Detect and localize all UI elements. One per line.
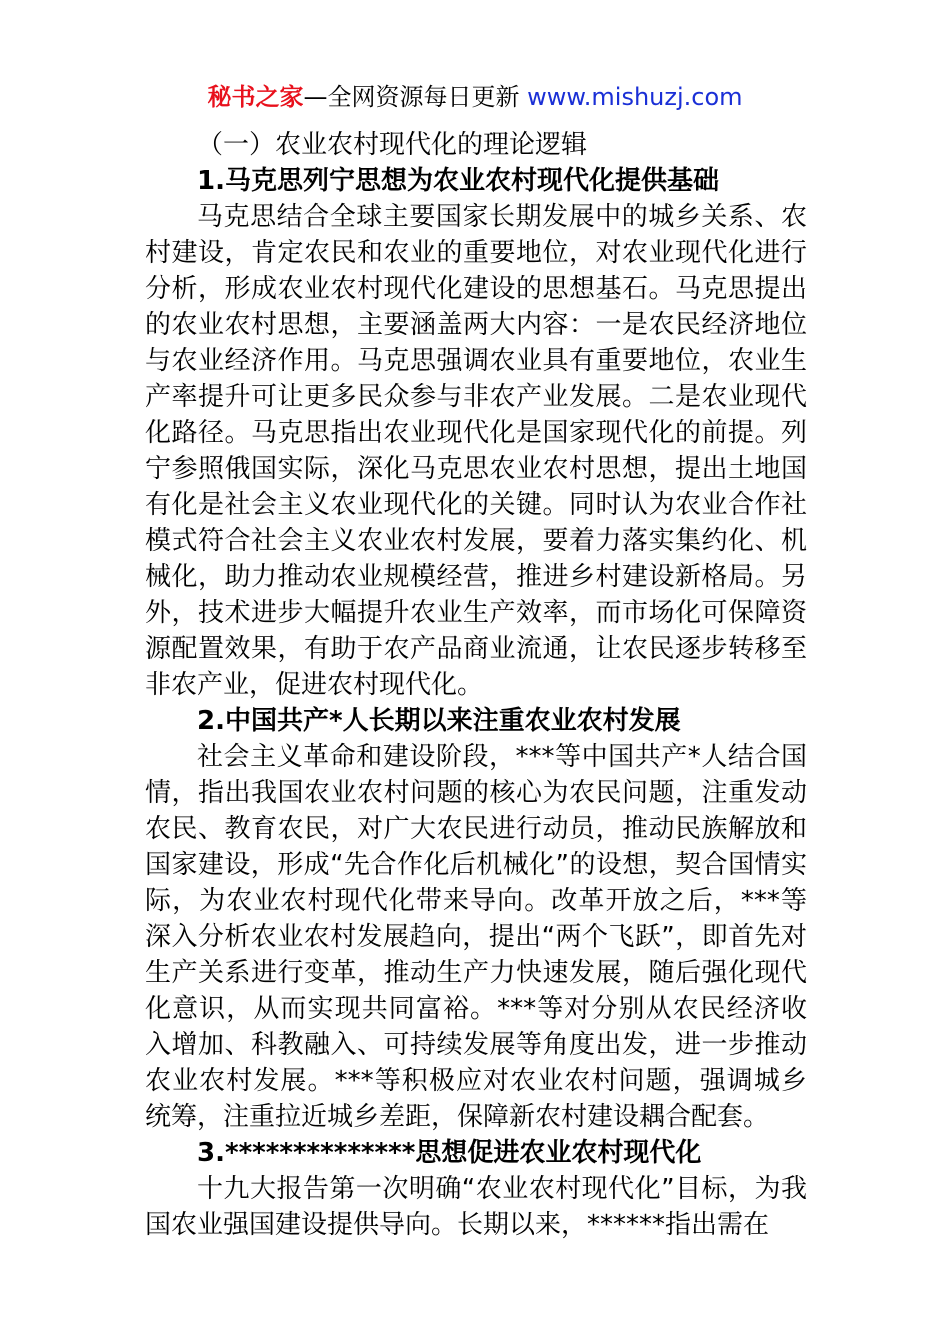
document-body bbox=[145, 127, 807, 1243]
paragraph-1: 马克思结合全球主要国家长期发展中的城乡关系、农村建设，肯定农民和农业的重要地位，对农业现代化进行分析，形成农业农村现代化建设的思想基石。马克思提出的农业农村思想，主要涵盖两大内容：一是农民经济地位与农业经济作用。马克思强调农业具有重要地位，农业生产率提升可让更多民众参与非农产业发展。二是农业现代化路径。马克思指出农业现代化是国家现代化的前提。列宁参照俄国实际，深化马克思农业农村思想，提出土地国有化是社会主义农业现代化的关键。同时认为农业合作社模式符合社会主义农业农村发展，要着力落实集约化、机械化，助力推动农业规模经营，推进乡村建设新格局。另外，技术进步大幅提升农业生产效率，而市场化可保障资源配置效果，有助于农产品商业流通，让农民逐步转移至非农产业，促进农村现代化。 bbox=[145, 202, 807, 700]
website-link[interactable]: www.mishuzj.com bbox=[527, 83, 743, 111]
header-tagline: —全网资源每日更新 bbox=[303, 83, 528, 111]
sub-heading-2: 2.中国共产*人长期以来注重农业农村发展 bbox=[197, 706, 681, 736]
sub-heading-3: 3.**************思想促进农业农村现代化 bbox=[197, 1138, 702, 1168]
paragraph-2: 社会主义革命和建设阶段，***等中国共产*人结合国情，指出我国农业农村问题的核心为农民问题，注重发动农民、教育农民，对广大农民进行动员，推动民族解放和国家建设，形成“先合作化后机械化”的设想，契合国情实际，为农业农村现代化带来导向。改革开放之后，***等深入分析农业农村发展趋向，提出“两个飞跃”，即首先对生产关系进行变革，推动生产力快速发展，随后强化现代化意识，从而实现共同富裕。***等对分别从农民经济收入增加、科教融入、可持续发展等角度出发，进一步推动农业农村发展。***等积极应对农业农村问题，强调城乡统筹，注重拉近城乡差距，保障新农村建设耦合配套。 bbox=[145, 742, 807, 1132]
section-title: （一）农业农村现代化的理论逻辑 bbox=[197, 130, 588, 160]
page-header bbox=[0, 80, 950, 114]
brand-name: 秘书之家 bbox=[207, 83, 304, 111]
sub-heading-1: 1.马克思列宁思想为农业农村现代化提供基础 bbox=[197, 166, 719, 196]
paragraph-3: 十九大报告第一次明确“农业农村现代化”目标，为我国农业强国建设提供导向。长期以来，******指出需在 bbox=[145, 1174, 807, 1240]
